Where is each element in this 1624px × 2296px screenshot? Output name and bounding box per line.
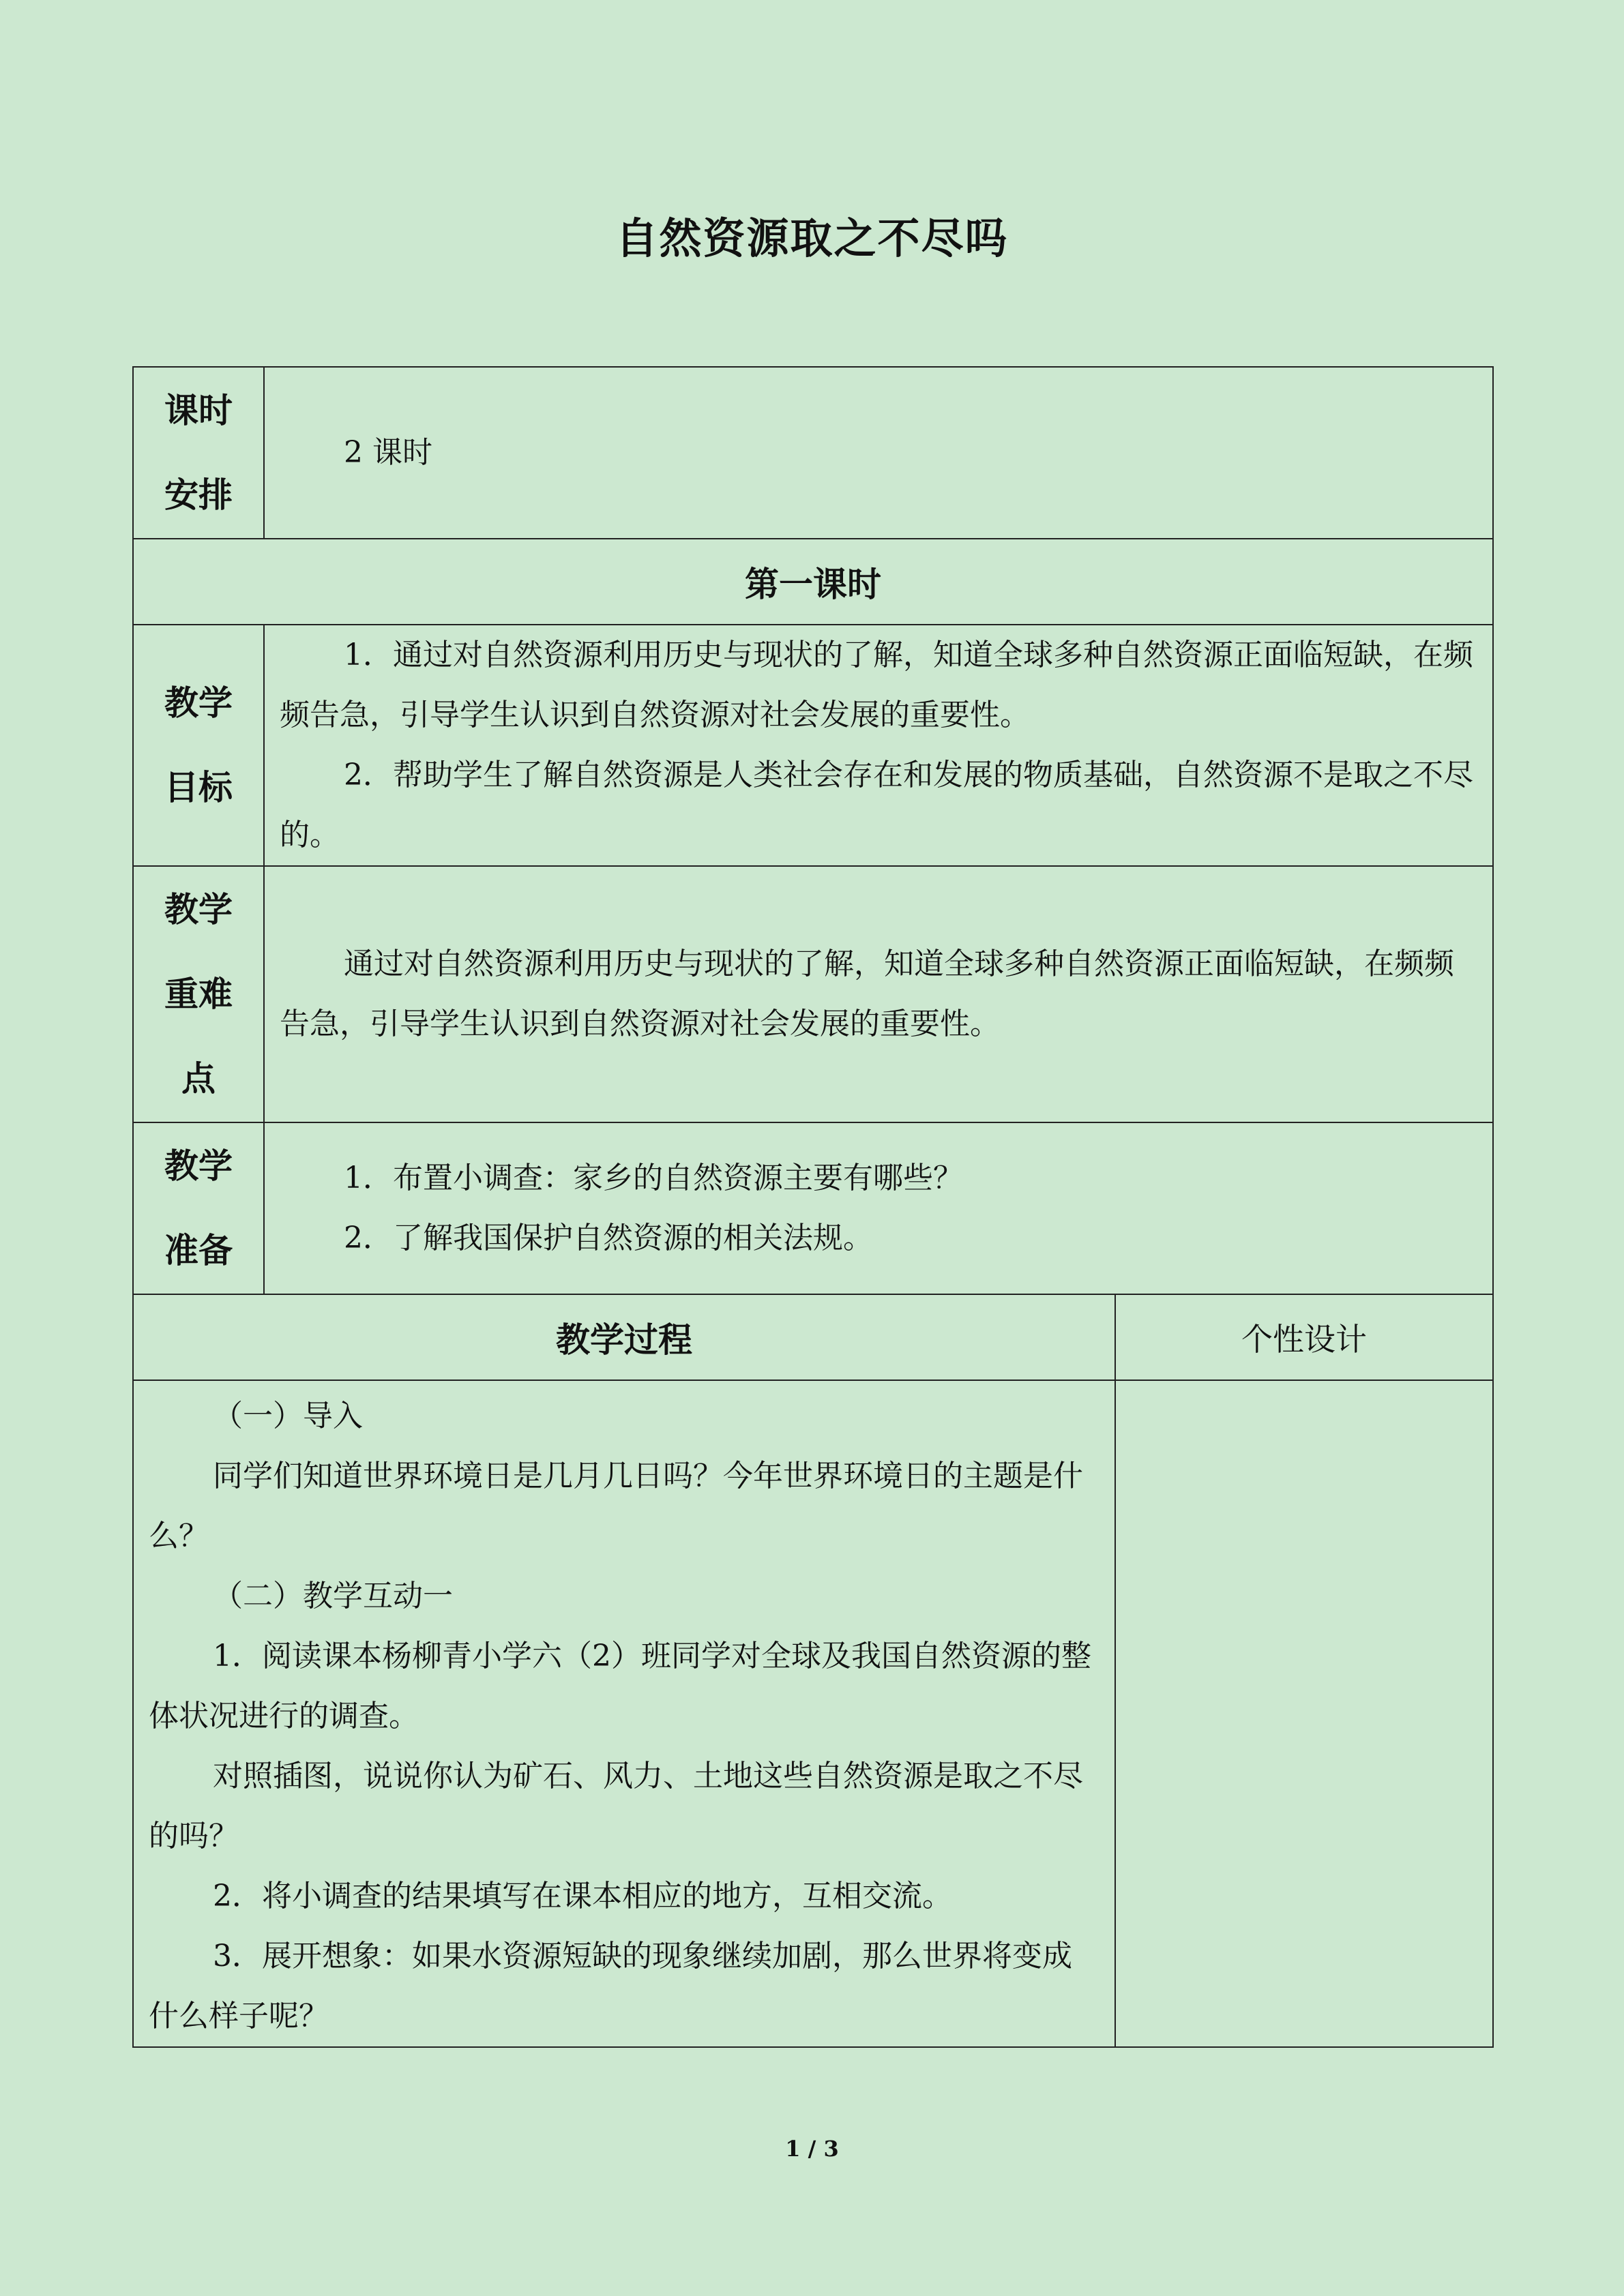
personal-design-heading: 个性设计 [1115, 1294, 1493, 1380]
process-content [133, 1380, 1115, 2047]
process-header-row [133, 1294, 1493, 1380]
personal-design-cell [1115, 1380, 1493, 2047]
schedule-row [133, 367, 1493, 539]
key-points-text: 通过对自然资源利用历史与现状的了解，知道全球多种自然资源正面临短缺，在频频告急，引导学生认识到自然资源对社会发展的重要性。 [280, 946, 1454, 1041]
key-points-cell [264, 866, 1493, 1122]
first-lesson-heading: 第一课时 [133, 539, 1493, 625]
preparation-label-line-2: 准备 [164, 1231, 233, 1270]
preparation-label-line-1: 教学 [164, 1146, 233, 1186]
key-points-row [133, 866, 1493, 1122]
objectives-cell [264, 625, 1493, 866]
page-number: 1 / 3 [785, 2136, 839, 2162]
lesson-plan-table [132, 366, 1494, 2048]
preparation-label [133, 1122, 264, 1294]
key-points-label [133, 866, 264, 1122]
preparation-row [133, 1122, 1493, 1294]
document-title: 自然资源取之不尽吗 [615, 213, 1009, 263]
objectives-row [133, 625, 1493, 866]
key-points-label-line-2: 重难 [164, 974, 233, 1014]
objectives-label [133, 625, 264, 866]
objectives-label-line-2: 目标 [164, 768, 233, 807]
process-paragraph: 对照插图，说说你认为矿石、风力、土地这些自然资源是取之不尽的吗？ [149, 1759, 1083, 1853]
process-heading: 教学过程 [133, 1294, 1115, 1380]
process-paragraph: 1．阅读课本杨柳青小学六（2）班同学对全球及我国自然资源的整体状况进行的调查。 [149, 1639, 1091, 1733]
objective-item: 2．帮助学生了解自然资源是人类社会存在和发展的物质基础，自然资源不是取之不尽的。 [280, 758, 1473, 852]
preparation-item: 1．布置小调查：家乡的自然资源主要有哪些？ [344, 1161, 963, 1195]
schedule-value-cell [264, 367, 1493, 539]
key-points-label-line-1: 教学 [164, 890, 233, 929]
schedule-label [133, 367, 264, 539]
process-paragraph: 同学们知道世界环境日是几月几日吗？今年世界环境日的主题是什么？ [149, 1459, 1083, 1553]
key-points-label-line-3: 点 [181, 1059, 216, 1099]
process-paragraph: （一）导入 [213, 1399, 363, 1433]
process-paragraph: 3．展开想象：如果水资源短缺的现象继续加剧，那么世界将变成什么样子呢？ [149, 1939, 1072, 2033]
process-body-row [133, 1380, 1493, 2047]
first-lesson-row [133, 539, 1493, 625]
schedule-label-line-1: 课时 [164, 391, 233, 430]
process-paragraph: （二）教学互动一 [213, 1579, 453, 1613]
preparation-item: 2．了解我国保护自然资源的相关法规。 [344, 1221, 873, 1255]
process-paragraph: 2．将小调查的结果填写在课本相应的地方，互相交流。 [213, 1879, 952, 1913]
schedule-value: 2 课时 [344, 435, 432, 470]
objective-item: 1．通过对自然资源利用历史与现状的了解，知道全球多种自然资源正面临短缺，在频频告急，引导学生认识到自然资源对社会发展的重要性。 [280, 638, 1473, 732]
preparation-cell [264, 1122, 1493, 1294]
objectives-label-line-1: 教学 [164, 683, 233, 723]
schedule-label-line-2: 安排 [164, 475, 233, 515]
